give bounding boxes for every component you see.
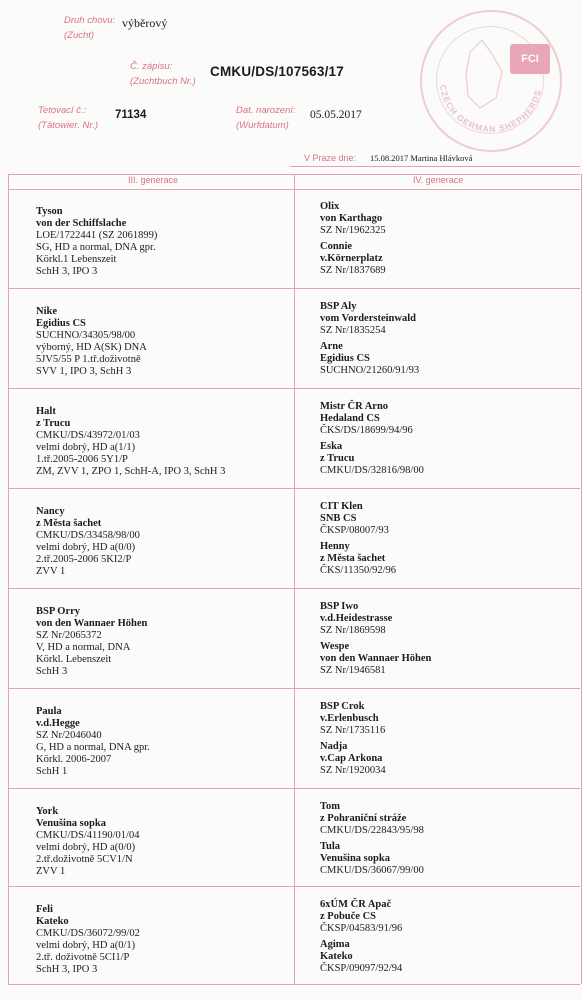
place-label: V Praze dne: bbox=[304, 153, 357, 163]
gen3-dog-name: Feli bbox=[36, 904, 53, 915]
gen3-detail-line: Körkl.1 Lebenszeit bbox=[36, 254, 117, 265]
gen3-detail-line: V, HD a normal, DNA bbox=[36, 642, 131, 653]
gen3-detail-line: CMKU/DS/41190/01/04 bbox=[36, 830, 140, 841]
gen3-kennel-name: z Trucu bbox=[36, 418, 71, 429]
gen4-dam-reg: CMKU/DS/36067/99/00 bbox=[320, 865, 424, 876]
gen3-dog-name: Paula bbox=[36, 706, 62, 717]
gen3-detail-line: SG, HD a normal, DNA gpr. bbox=[36, 242, 156, 253]
gen4-sire-name: Tom bbox=[320, 801, 341, 812]
gen4-dam-kennel: v.Körnerplatz bbox=[320, 253, 383, 264]
birth-date: 05.05.2017 bbox=[310, 109, 362, 121]
gen3-detail-line: SUCHNO/34305/98/00 bbox=[36, 330, 136, 341]
gen4-dam-reg: SUCHNO/21260/91/93 bbox=[320, 365, 420, 376]
row-separator bbox=[8, 388, 580, 389]
gen3-detail-line: CMKU/DS/36072/99/02 bbox=[36, 928, 140, 939]
gen4-sire-reg: SZ Nr/1835254 bbox=[320, 325, 386, 336]
gen3-kennel-name: Kateko bbox=[36, 916, 69, 927]
gen3-detail-line: SZ Nr/2046040 bbox=[36, 730, 102, 741]
gen4-sire-kennel: z Pobuče CS bbox=[320, 911, 376, 922]
gen3-detail-line: velmi dobrý, HD a(0/0) bbox=[36, 542, 136, 553]
gen3-detail-line: ZM, ZVV 1, ZPO 1, SchH-A, IPO 3, SchH 3 bbox=[36, 466, 226, 477]
gen3-kennel-name: Venušina sopka bbox=[36, 818, 106, 829]
col-gen4-header: IV. generace bbox=[413, 175, 464, 185]
gen4-sire-reg: ČKS/DS/18699/94/96 bbox=[320, 425, 413, 436]
gen3-detail-line: velmi dobrý, HD a(0/0) bbox=[36, 842, 136, 853]
row-separator bbox=[8, 788, 580, 789]
gen4-dam-reg: CMKU/DS/32816/98/00 bbox=[320, 465, 424, 476]
gen3-dog-name: Halt bbox=[36, 406, 56, 417]
gen4-sire-reg: SZ Nr/1962325 bbox=[320, 225, 386, 236]
gen3-detail-line: SchH 3, IPO 3 bbox=[36, 964, 98, 975]
gen4-dam-kennel: z Trucu bbox=[320, 453, 355, 464]
breed-type-label-de: (Zucht) bbox=[64, 30, 95, 41]
gen3-detail-line: SVV 1, IPO 3, SchH 3 bbox=[36, 366, 132, 377]
tattoo-number: 71134 bbox=[115, 109, 147, 121]
gen3-dog-name: York bbox=[36, 806, 59, 817]
gen4-dam-name: Nadja bbox=[320, 741, 348, 752]
gen4-sire-reg: ČKSP/04583/91/96 bbox=[320, 923, 403, 934]
gen3-kennel-name: von der Schiffslache bbox=[36, 218, 127, 229]
breed-type-value: výběrový bbox=[122, 16, 168, 30]
gen3-kennel-name: v.d.Hegge bbox=[36, 718, 80, 729]
gen4-sire-kennel: z Pohraniční stráže bbox=[320, 813, 407, 824]
gen3-detail-line: 2.tř.2005-2006 5KI2/P bbox=[36, 554, 132, 565]
gen4-sire-kennel: vom Vordersteinwald bbox=[320, 313, 416, 324]
birth-label-de: (Wurfdatum) bbox=[236, 120, 289, 131]
gen3-detail-line: 5JV5/55 P 1.tř.doživotně bbox=[36, 354, 141, 365]
gen3-dog-name: BSP Orry bbox=[36, 606, 81, 617]
gen4-sire-name: BSP Iwo bbox=[320, 601, 359, 612]
gen3-dog-name: Nike bbox=[36, 306, 57, 317]
gen3-detail-line: LOE/1722441 (SZ 2061899) bbox=[36, 230, 158, 241]
gen3-detail-line: ZVV 1 bbox=[36, 566, 66, 577]
club-seal bbox=[420, 10, 562, 152]
table-bottom-border bbox=[8, 984, 580, 985]
gen3-detail-line: 1.tř.2005-2006 5Y1/P bbox=[36, 454, 128, 465]
fci-logo: FCI bbox=[510, 44, 550, 74]
row-separator bbox=[8, 588, 580, 589]
row-separator bbox=[8, 288, 580, 289]
gen3-detail-line: 2.tř. doživotně 5CI1/P bbox=[36, 952, 130, 963]
gen4-sire-name: BSP Crok bbox=[320, 701, 365, 712]
gen4-dam-name: Eska bbox=[320, 441, 343, 452]
gen3-detail-line: SchH 1 bbox=[36, 766, 68, 777]
gen3-detail-line: výborný, HD A(SK) DNA bbox=[36, 342, 147, 353]
gen4-dam-kennel: v.Cap Arkona bbox=[320, 753, 383, 764]
tattoo-label: Tetovací č.: bbox=[38, 105, 87, 116]
gen3-kennel-name: z Města šachet bbox=[36, 518, 102, 529]
gen4-dam-name: Connie bbox=[320, 241, 353, 252]
gen4-dam-name: Arne bbox=[320, 341, 343, 352]
gen4-sire-reg: ČKSP/08007/93 bbox=[320, 525, 389, 536]
place-date-signature: 15.08.2017 Martina Hlávková bbox=[370, 153, 473, 163]
row-separator bbox=[8, 886, 580, 887]
svg-text:CZECH GERMAN SHEPHERDS: CZECH GERMAN SHEPHERDS bbox=[438, 83, 544, 135]
breed-type-label: Druh chovu: bbox=[64, 15, 116, 26]
gen3-detail-line: Körkl. 2006-2007 bbox=[36, 754, 112, 765]
gen4-dam-name: Henny bbox=[320, 541, 350, 552]
gen4-dam-name: Wespe bbox=[320, 641, 350, 652]
gen4-dam-kennel: Kateko bbox=[320, 951, 353, 962]
gen3-detail-line: SchH 3 bbox=[36, 666, 68, 677]
gen4-sire-name: Mistr ČR Arno bbox=[320, 401, 389, 412]
gen4-dam-reg: SZ Nr/1837689 bbox=[320, 265, 386, 276]
column-divider bbox=[294, 174, 295, 984]
gen4-sire-reg: SZ Nr/1869598 bbox=[320, 625, 386, 636]
gen4-dam-reg: ČKSP/09097/92/94 bbox=[320, 963, 403, 974]
gen4-dam-kennel: Egidius CS bbox=[320, 353, 370, 364]
gen3-dog-name: Tyson bbox=[36, 206, 63, 217]
gen4-sire-kennel: SNB CS bbox=[320, 513, 357, 524]
gen3-detail-line: Körkl. Lebenszeit bbox=[36, 654, 112, 665]
gen3-dog-name: Nancy bbox=[36, 506, 65, 517]
gen4-dam-reg: SZ Nr/1920034 bbox=[320, 765, 386, 776]
gen3-detail-line: G, HD a normal, DNA gpr. bbox=[36, 742, 150, 753]
row-separator bbox=[8, 688, 580, 689]
signature-line bbox=[290, 166, 580, 167]
tattoo-label-de: (Tätowier. Nr.) bbox=[38, 120, 98, 131]
col-gen3-header: III. generace bbox=[128, 175, 179, 185]
gen4-sire-kennel: v.Erlenbusch bbox=[320, 713, 379, 724]
gen4-dam-reg: SZ Nr/1946581 bbox=[320, 665, 386, 676]
gen3-detail-line: SchH 3, IPO 3 bbox=[36, 266, 98, 277]
dog-head-icon bbox=[466, 40, 502, 108]
seal-ring-text bbox=[422, 12, 560, 150]
reg-label-de: (Zuchtbuch Nr.) bbox=[130, 76, 196, 87]
gen4-dam-reg: ČKS/11350/92/96 bbox=[320, 565, 397, 576]
gen3-detail-line: CMKU/DS/33458/98/00 bbox=[36, 530, 140, 541]
gen4-dam-name: Agima bbox=[320, 939, 350, 950]
gen4-sire-kennel: von Karthago bbox=[320, 213, 383, 224]
reg-label: Č. zápisu: bbox=[130, 61, 173, 72]
gen4-dam-kennel: z Města šachet bbox=[320, 553, 386, 564]
gen3-kennel-name: Egidius CS bbox=[36, 318, 86, 329]
birth-label: Dat. narození: bbox=[236, 105, 296, 116]
gen3-kennel-name: von den Wannaer Höhen bbox=[36, 618, 148, 629]
gen3-detail-line: 2.tř.doživotně 5CV1/N bbox=[36, 854, 133, 865]
gen4-sire-reg: CMKU/DS/22843/95/98 bbox=[320, 825, 424, 836]
gen4-sire-name: BSP Aly bbox=[320, 301, 357, 312]
gen4-dam-kennel: Venušina sopka bbox=[320, 853, 390, 864]
gen4-sire-kennel: v.d.Heidestrasse bbox=[320, 613, 393, 624]
gen4-sire-reg: SZ Nr/1735116 bbox=[320, 725, 386, 736]
gen4-sire-name: Olix bbox=[320, 201, 340, 212]
gen3-detail-line: SZ Nr/2065372 bbox=[36, 630, 102, 641]
gen4-sire-name: 6xÚM ČR Apač bbox=[320, 899, 392, 910]
gen3-detail-line: CMKU/DS/43972/01/03 bbox=[36, 430, 140, 441]
gen4-sire-kennel: Hedaland CS bbox=[320, 413, 380, 424]
gen4-sire-name: CIT Klen bbox=[320, 501, 363, 512]
gen4-dam-name: Tula bbox=[320, 841, 341, 852]
reg-number: CMKU/DS/107563/17 bbox=[210, 64, 344, 79]
row-separator bbox=[8, 488, 580, 489]
gen3-detail-line: velmi dobrý, HD a(0/1) bbox=[36, 940, 136, 951]
gen3-detail-line: velmi dobrý, HD a(1/1) bbox=[36, 442, 136, 453]
gen3-detail-line: ZVV 1 bbox=[36, 866, 66, 877]
gen4-dam-kennel: von den Wannaer Höhen bbox=[320, 653, 432, 664]
